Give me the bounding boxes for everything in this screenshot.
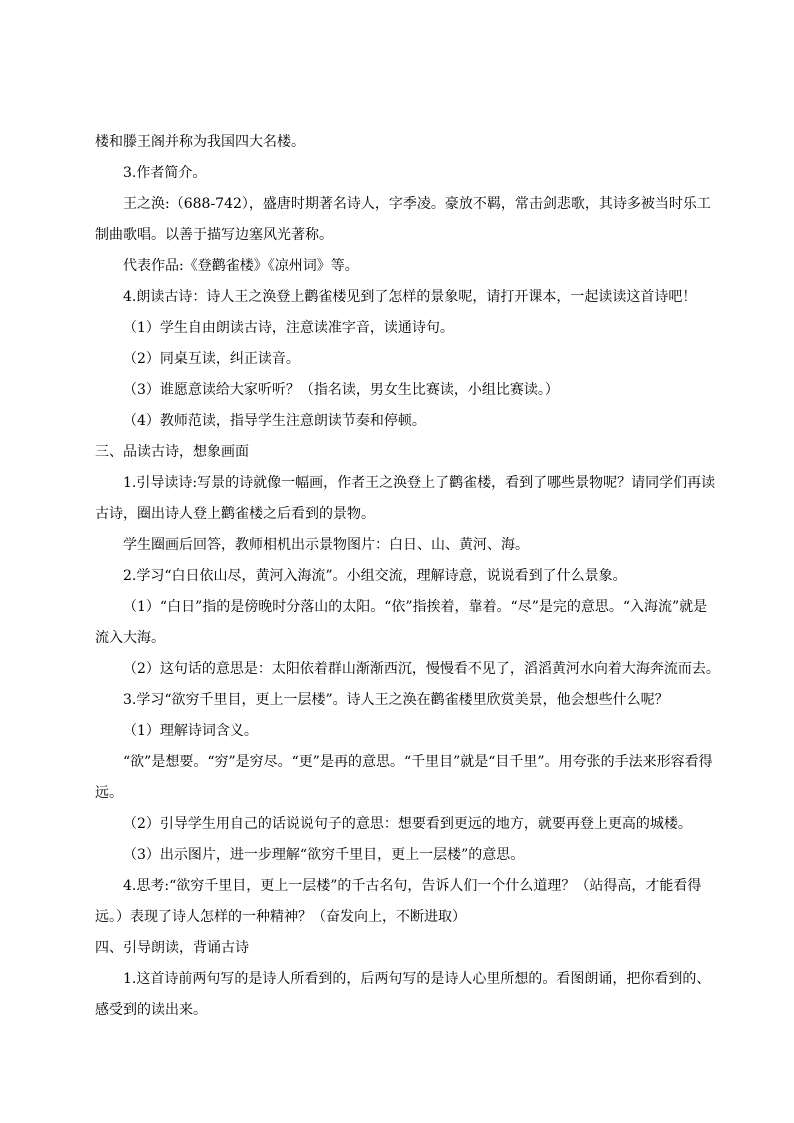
paragraph: 3.作者简介。: [123, 165, 207, 181]
paragraph: 3.学习“欲穷千里目，更上一层楼”。诗人王之涣在鹳雀楼里欣赏美景，他会想些什么呢？: [123, 692, 669, 708]
paragraph: 楼和滕王阁并称为我国四大名楼。: [95, 134, 305, 150]
section-heading: 三、品读古诗，想象画面: [95, 444, 249, 460]
paragraph: （4）教师范读，指导学生注意朗读节奏和停顿。: [123, 413, 426, 429]
paragraph: （1）理解诗词含义。: [123, 723, 258, 739]
paragraph: （3）出示图片，进一步理解“欲穷千里目，更上一层楼”的意思。: [123, 847, 525, 863]
paragraph: 2.学习“白日依山尽，黄河入海流”。小组交流，理解诗意，说说看到了什么景象。: [123, 568, 627, 584]
paragraph: “欲”是想要。“穷”是穷尽。“更”是再的意思。“千里目”就是“目千里”。用夸张的手法来形容看得远。: [95, 754, 713, 801]
paragraph: 4.思考:“欲穷千里目，更上一层楼”的千古名句，告诉人们一个什么道理？（站得高，才能看得远。）表现了诗人怎样的一种精神？（奋发向上，不断进取）: [95, 878, 702, 925]
paragraph: （2）这句话的意思是：太阳依着群山渐渐西沉，慢慢看不见了，滔滔黄河水向着大海奔流而去。: [123, 661, 720, 677]
paragraph: （2）引导学生用自己的话说说句子的意思：想要看到更远的地方，就要再登上更高的城楼。: [123, 816, 692, 832]
document-body: [95, 127, 720, 1026]
paragraph: 王之涣:（688-742），盛唐时期著名诗人，字季凌。豪放不羁，常击剑悲歌，其诗多被当时乐工制曲歌唱。以善于描写边塞风光著称。: [95, 196, 711, 243]
paragraph: 4.朗读古诗：诗人王之涣登上鹳雀楼见到了怎样的景象呢，请打开课本，一起读读这首诗吧！: [123, 289, 697, 305]
paragraph: 1.这首诗前两句写的是诗人所看到的，后两句写的是诗人心里所想的。看图朗诵，把你看到的、感受到的读出来。: [95, 971, 711, 1018]
paragraph: （2）同桌互读，纠正读音。: [123, 351, 300, 367]
paragraph: （3）谁愿意读给大家听听？（指名读，男女生比赛读，小组比赛读。）: [123, 382, 559, 398]
paragraph: （1）“白日”指的是傍晚时分落山的太阳。“依”指挨着，靠着。“尽”是完的意思。“入海流”就是流入大海。: [95, 599, 708, 646]
section-heading: 四、引导朗读，背诵古诗: [95, 940, 249, 956]
paragraph: 代表作品:《登鹳雀楼》《凉州词》等。: [123, 258, 359, 274]
paragraph: 1.引导读诗:写景的诗就像一幅画，作者王之涣登上了鹳雀楼，看到了哪些景物呢？请同学们再读古诗，圈出诗人登上鹳雀楼之后看到的景物。: [95, 475, 716, 522]
paragraph: （1）学生自由朗读古诗，注意读准字音，读通诗句。: [123, 320, 454, 336]
paragraph: 学生圈画后回答，教师相机出示景物图片：白日、山、黄河、海。: [123, 537, 529, 553]
